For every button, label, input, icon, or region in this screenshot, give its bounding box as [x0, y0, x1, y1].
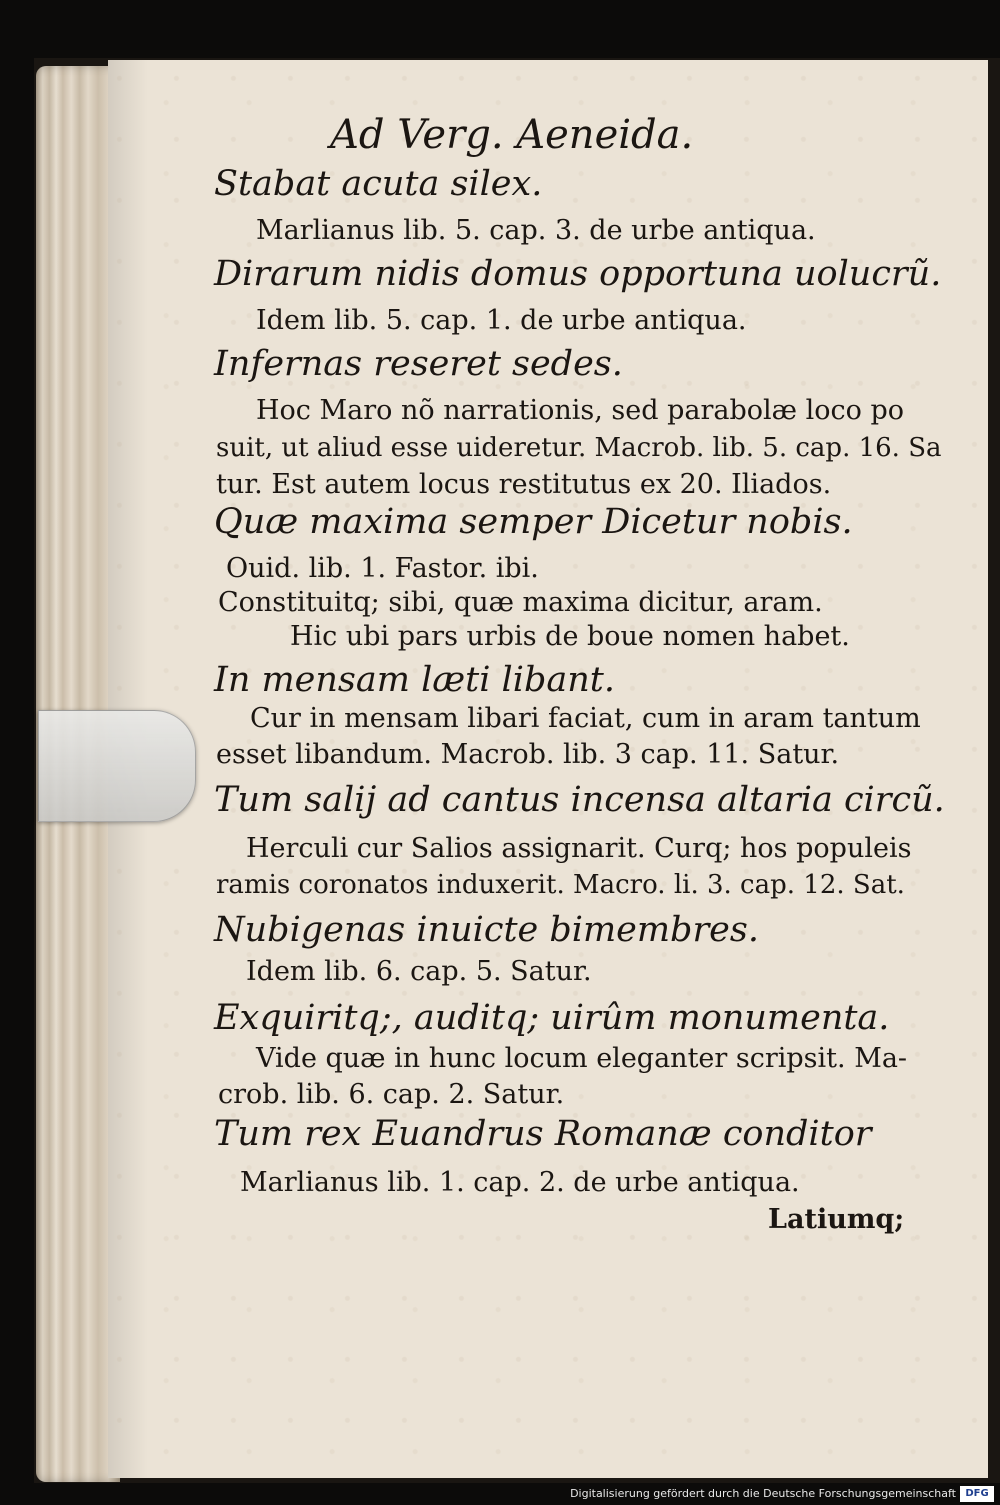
commentary-line: suit, ut aliud esse uideretur. Macrob. lib. 5. cap. 16. Sa [216, 433, 942, 463]
lemma-headline: In mensam læti libant. [214, 660, 615, 700]
commentary-line: Cur in mensam libari faciat, cum in aram tantum [250, 703, 921, 734]
commentary-line: esset libandum. Macrob. lib. 3 cap. 11. Satur. [216, 739, 840, 770]
lemma-headline: Exquiritq;, auditq; uirûm monumenta. [214, 998, 890, 1038]
lemma-headline: Stabat acuta silex. [214, 164, 543, 204]
commentary-line: Idem lib. 5. cap. 1. de urbe antiqua. [256, 305, 747, 336]
commentary-line: ramis coronatos induxerit. Macro. li. 3. cap. 12. Sat. [216, 870, 905, 900]
verse-quotation-line: Hic ubi pars urbis de boue nomen habet. [290, 621, 850, 652]
dfg-logo: DFG [960, 1486, 994, 1502]
commentary-line: Ouid. lib. 1. Fastor. ibi. [226, 553, 539, 584]
lemma-headline: Tum rex Euandrus Romanæ conditor [214, 1114, 872, 1154]
lemma-headline: Tum salij ad cantus incensa altaria circũ. [214, 780, 945, 820]
commentary-line: Marlianus lib. 5. cap. 3. de urbe antiqua. [256, 215, 816, 246]
commentary-line: crob. lib. 6. cap. 2. Satur. [218, 1079, 565, 1110]
commentary-line: Idem lib. 6. cap. 5. Satur. [246, 956, 592, 987]
digitization-credit: Digitalisierung gefördert durch die Deutsche Forschungsgemeinschaft [570, 1487, 956, 1500]
lemma-headline: Quæ maxima semper Dicetur nobis. [214, 502, 853, 542]
commentary-line: Constituitq; sibi, quæ maxima dicitur, aram. [218, 587, 823, 618]
lemma-headline: Dirarum nidis domus opportuna uolucrũ. [214, 254, 942, 294]
running-head: Ad Verg. Aeneida. [330, 112, 694, 158]
commentary-line: Hoc Maro nõ narrationis, sed parabolæ loco po [256, 395, 905, 426]
commentary-line: Marlianus lib. 1. cap. 2. de urbe antiqua. [240, 1167, 800, 1198]
commentary-line: Herculi cur Salios assignarit. Curq; hos populeis [246, 833, 912, 864]
commentary-line: Vide quæ in hunc locum eleganter scripsit. Ma- [256, 1043, 908, 1074]
commentary-line: tur. Est autem locus restitutus ex 20. Iliados. [216, 469, 832, 500]
catchword: Latiumq; [768, 1204, 905, 1235]
lemma-headline: Infernas reseret sedes. [214, 344, 623, 384]
lemma-headline: Nubigenas inuicte bimembres. [214, 910, 759, 950]
